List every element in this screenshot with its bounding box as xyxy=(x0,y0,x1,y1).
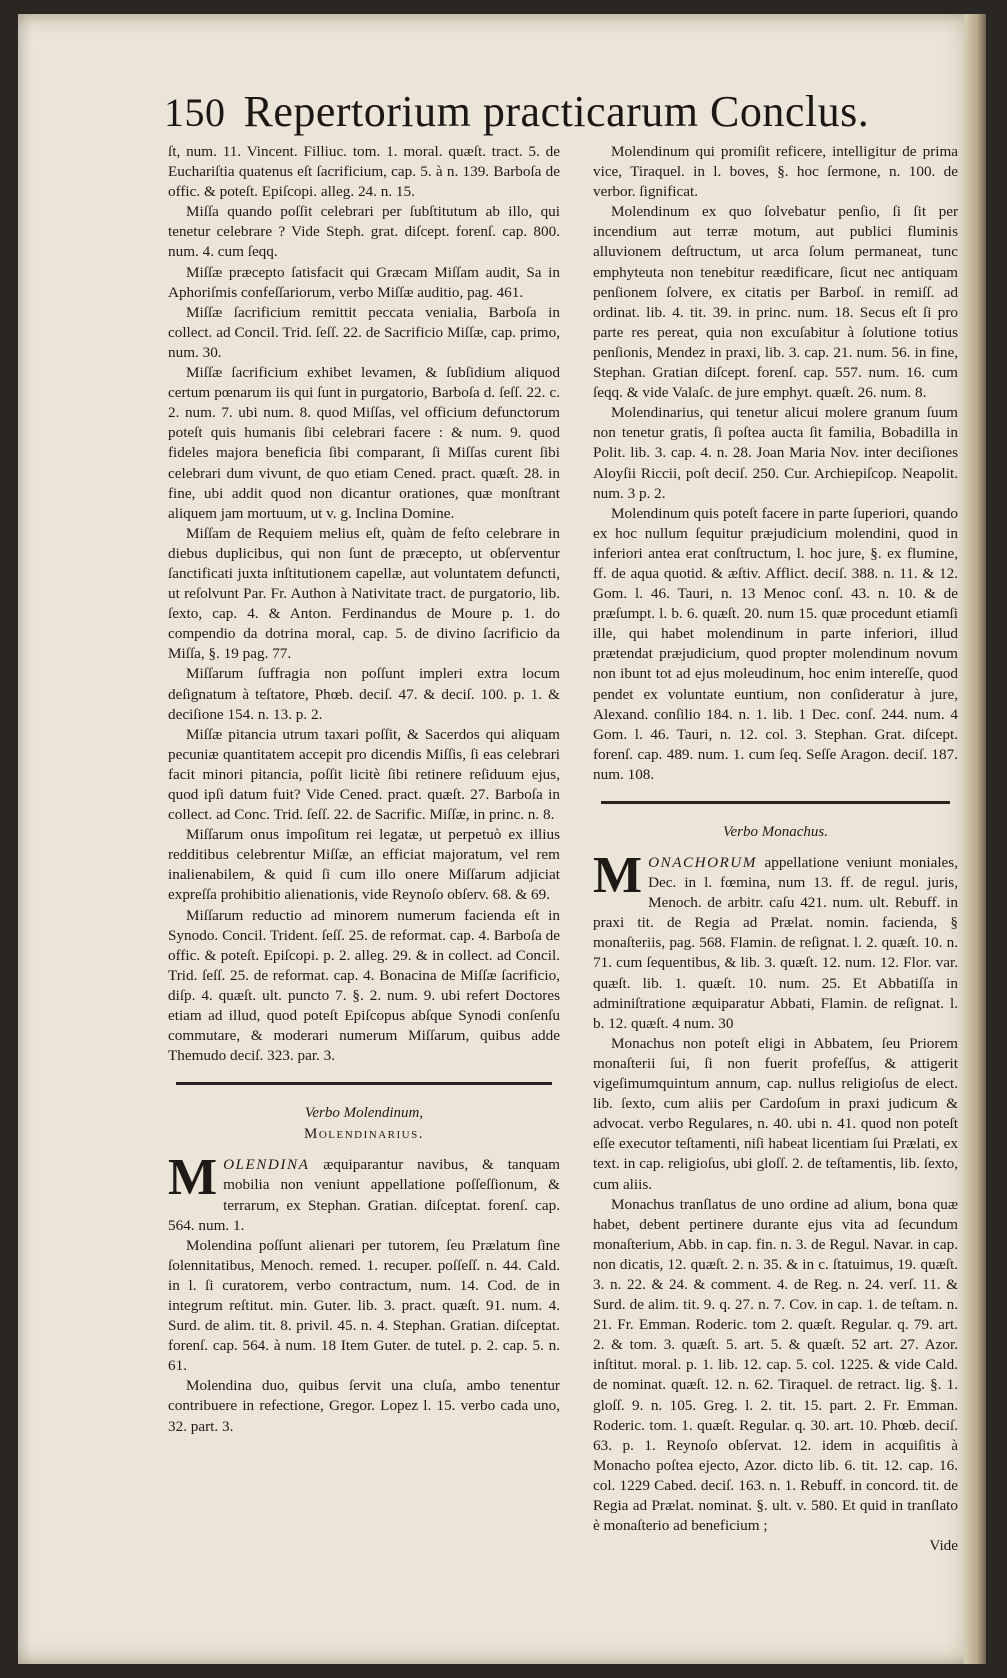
lead-word: ONACHORUM xyxy=(648,854,757,871)
paragraph: Miſſæ ſacrificium remittit peccata venialia, Barboſa in collect. ad Concil. Trid. ſeſſ. 22. de Sacrificio Miſſæ, cap. primo, num. 30. xyxy=(168,303,560,361)
paragraph: Molendinarius, qui tenetur alicui molere granum ſuum non tenetur gratis, ſi poſtea aucta ſit familia, Bobadilla in Polit. lib. 3. cap. 4. n. 28. Joan Maria Nov. inter deciſiones Aloyſii Riccii, poſt deciſ. 250. Cur. Archiepiſcop. Neapolit. num. 3 p. 2. xyxy=(593,404,958,502)
section-heading xyxy=(168,1103,560,1145)
paragraph: Miſſarum reductio ad minorem numerum facienda eſt in Synodo. Concil. Trident. ſeſſ. 25. de reformat. cap. 4. Barboſa de offic. & poteſt. Epiſcopi. p. 2. alleg. 29. & in collect. ad Concil. Trid. ſeſſ. 25. de reformat. cap. 4. Bonacina de Miſſæ ſacrificio, diſp. 4. quæſt. ult. puncto 7. §. 2. num. 9. ubi refert Doctores etiam ad illud, quod poteſt Epiſcopus abſque Synodi conſenſu commutare, & moderari numerum Miſſarum, quibus adde Themudo deciſ. 323. par. 3. xyxy=(168,906,560,1065)
paragraph: Miſſæ ſacrificium exhibet levamen, & ſubſidium aliquod certum pœnarum iis qui ſunt in purgatorio, Barboſa d. ſeſſ. 22. c. 2. num. 7. ubi num. 8. quod Miſſas, vel officium defunctorum poteſt quis humanis ſibi celebrari facere : & num. 9. quod fideles majora beneficia ſibi comparant, ſi Miſſas curent ſibi celebrari dum vivunt, de quo etiam Cened. pract. quæſt. 28. in fine, ubi addit quod non dicantur orationes, quæ monſtrant aliquem jam mortuum, ut v. g. Inclina Domine. xyxy=(168,364,560,522)
paragraph xyxy=(168,1149,560,1235)
paragraph: Miſſa quando poſſit celebrari per ſubſtitutum ab illo, qui tenetur celebrare ? Vide Steph. grat. diſcept. forenſ. cap. 800. num. 4. cum ſeqq. xyxy=(168,203,560,261)
paragraph: Miſſam de Requiem melius eſt, quàm de feſto celebrare in diebus duplicibus, qui non ſunt de præcepto, ut obſerventur ſanctificati juxta inſtitutionem capellæ, aut voluntatem defuncti, ut reſolvunt Par. Fr. Authon à Nativitate tract. de purgatorio, lib. ſexto, cap. 4. & Anton. Ferdinandus de Moure p. 1. do compendio da dotrina moral, cap. 5. de divino ſacrificio da Miſſa, §. 19 pag. 77. xyxy=(168,524,560,663)
heading-line: Molendinarius. xyxy=(304,1126,424,1143)
page-header xyxy=(164,86,924,142)
heading-line: Verbo Monachus. xyxy=(723,824,828,840)
drop-cap: M xyxy=(168,1149,218,1207)
section-divider xyxy=(601,801,950,804)
lead-word: OLENDINA xyxy=(223,1156,310,1174)
paragraph: Miſſæ pitancia utrum taxari poſſit, & Sacerdos qui aliquam pecuniæ quantitatem accepit pro dicendis Miſſis, ſi eas celebrari facit minori pitancia, poſſit licitè ſibi retinere reſiduum ejus, quod ipſi datum fuit? Vide Cened. pract. quæſt. 27. Barboſa in collect. ad Conc. Trid. ſeſſ. 22. de Sacrific. Miſſæ, in princ. n. 8. xyxy=(168,725,560,824)
paragraph: Molendina duo, quibus ſervit una cluſa, ambo tenentur contribuere in refectione, Gregor. Lopez l. 15. verbo cada uno, 32. part. 3. xyxy=(168,1377,560,1435)
paragraph: Molendinum quis poteſt facere in parte ſuperiori, quando ex hoc nullum ſequitur præjudicium molendini, quod in inferiori antea erat conſtructum, l. hoc jure, §. ex flumine, ff. de aqua quotid. & æſtiv. Afflict. deciſ. 388. n. 11. & 12. Gom. l. 46. Tauri, n. 13 Menoc conſ. 43. n. 10. & de præſumpt. l. b. 6. quæſt. 20. num 15. quæ procedunt etiamſi ille, qui habet molendinum in parte inferiori, illud prætendat præjudicium, quod propter molendinum novum non ibunt tot ad ejus moleudinum, hoc enim intereſſe, quod pendet ex voluntate euntium, non conſideratur à jure, Alexand. conſilio 184. n. 1. lib. 1 Dec. conſ. 244. num. 4 Gom. l. 46. Tauri, n. 12. col. 3. Stephan. Grat. diſcept. forenſ. cap. 489. num. 1. cum ſeq. Seſſe Aragon. deciſ. 187. num. 108. xyxy=(593,504,958,783)
running-title: Repertorium practicarum Conclus. xyxy=(243,87,870,136)
paragraph-text: æquiparantur navibus, & tanquam mobilia non veniunt appellatione poſſeſſionum, & terrarum, ex Stephan. Gratian. diſceptat. forenſ. cap. 564. num. 1. xyxy=(168,1156,560,1234)
paragraph: Monachus non poteſt eligi in Abbatem, ſeu Priorem monaſterii ſui, ſi non fuerit profeſſus, & attigerit vigeſimumquintum annum, cap. nullus religioſus de elect. lib. ſexto, cum aliis per Cardoſum in praxi judicum & advocat. verbo Regulares, n. 40. ubi n. 41. quod non poteſt eſſe executor teſtamenti, niſi habeat licentiam ſui Prælati, ex text. in cap. religioſus, ubi gloſſ. 2. de teſtamentis, lib. ſexto, cum aliis. xyxy=(593,1034,958,1193)
section-heading xyxy=(593,822,958,843)
paragraph: Molendinum ex quo ſolvebatur penſio, ſi ſit per incendium aut terræ motum, aut publici fluminis alluvionem deſtructum, ut arca ſolum permaneat, tunc emphyteuta non tenebitur reædificare, ſicut nec antiquam penſionem ſolvere, ex citatis per Barboſ. in remiſſ. ad ordinat. lib. 4. tit. 39. in princ. num. 18. Secus eſt ſi pro parte res pereat, quia non excuſabitur à ſolutione totius penſionis, Mendez in praxi, lib. 3. cap. 21. num. 56. in fine, Stephan. Gratian diſcept. forenſ. cap. 557. num. 16. cum ſeqq. & vide Valaſc. de jure emphyt. quæſt. 26. num. 8. xyxy=(593,203,958,402)
right-column xyxy=(593,142,958,1556)
section-divider xyxy=(176,1082,552,1085)
paragraph: Monachus tranſlatus de uno ordine ad alium, bona quæ habet, debent pertinere durante ejus vita ad ſecundum monaſterium, Abb. in cap. fin. n. 3. de Regul. Navar. in cap. non dicatis, 12. quæſt. 2. n. 35. & in c. ſtatuimus, 19. quæſt. 3. n. 22. & 24. & comment. 4. de Reg. n. 24. verſ. 11. & Surd. de alim. tit. 9. q. 27. n. 7. Cov. in cap. 1. de teſtam. n. 21. Fr. Emman. Roderic. tom 2. quæſt. Regular. q. 79. art. 2. & tom. 3. quæſt. 5. art. 5. & quæſt. 52 art. 27. Azor. inſtitut. moral. p. 1. lib. 12. cap. 5. col. 1225. & vide Cald. de nominat. quæſt. 12. n. 62. Tiraquel. de retract. lig. §. 1. gloſſ. 9. n. 105. Greg. l. 2. tit. 15. part. 2. Fr. Emman. Roderic. tom. 1. quæſt. Regular. q. 30. art. 10. Phœb. deciſ. 63. p. 1. Reynoſo obſervat. 12. idem in acquiſitis à Monacho poſtea ejecto, Azor. dicto lib. 6. tit. 12. cap. 16. col. 1229 Cabed. deciſ. 163. n. 1. Rebuff. in concord. tit. de Regia ad Prælat. nominat. §. ult. v. 580. Et quid in tranſlato è monaſterio ad beneficium ; xyxy=(593,1195,958,1535)
drop-cap: M xyxy=(593,847,643,904)
paragraph xyxy=(593,847,959,1034)
paragraph-text: appellatione veniunt moniales, Dec. in l. fœmina, num 13. ff. de regul. juris, Menoch. de arbitr. caſu 421. num. ult. Rebuff. in praxi tit. de Regia ad Prælat. nomin. facienda, § monaſteriis, pag. 568. Flamin. de reſignat. l. 2. quæſt. 10. n. 71. cum ſequentibus, & lib. 3. quæſt. 12. num. 12. Flor. var. quæſt. lib. 1. quæſt. 10. num. 25. Et Abbatiſſa in adminiſtratione æquiparatur Abbati, Flamin. de reſignat. l. b. 12. quæſt. 4 num. 30 xyxy=(593,854,959,1032)
paragraph: Molendina poſſunt alienari per tutorem, ſeu Prælatum ſine ſolennitatibus, Menoch. remed. 1. recuper. poſſeſſ. n. 44. Cald. in l. ſi curatorem, verbo contractum, num. 14. Cod. de in integrum reſtitut. min. Guter. lib. 3. pract. quæſt. 91. num. 4. Surd. de alim. tit. 8. privil. 45. n. 4. Stephan. Gratian. diſceptat. forenſ. cap. 564. à num. 18 Item Guter. de tutel. p. 2. cap. 5. n. 61. xyxy=(168,1236,560,1375)
paragraph: Miſſæ præcepto ſatisfacit qui Græcam Miſſam audit, Sa in Aphoriſmis confeſſariorum, verbo Miſſæ auditio, pag. 461. xyxy=(168,263,560,301)
catchword: Vide xyxy=(929,1537,958,1555)
heading-line: Verbo Molendinum, xyxy=(304,1105,424,1122)
paragraph: Molendinum qui promiſit reficere, intelligitur de prima vice, Tiraquel. in l. boves, §. hoc ſermone, n. 100. de verbor. ſignificat. xyxy=(593,143,958,201)
paragraph: Miſſarum onus impoſitum rei legatæ, ut perpetuò ex illius redditibus celebrentur Miſſæ, an efficiat majoratum, vel rem inalienabilem, & quid ſi cum illo onere Miſſarum adjiciat expreſſa prohibitio alienationis, vide Reynoſo obſerv. 68. & 69. xyxy=(168,826,560,904)
paragraph: ſt, num. 11. Vincent. Filliuc. tom. 1. moral. quæſt. tract. 5. de Euchariſtia quatenus eſt ſacrificium, cap. 5. à n. 139. Barboſa de offic. & poteſt. Epiſcopi. alleg. 24. n. 15. xyxy=(168,143,560,201)
page-edge xyxy=(964,14,986,1664)
left-column xyxy=(168,142,560,1437)
paragraph: Miſſarum ſuffragia non poſſunt impleri extra locum deſignatum à teſtatore, Phœb. deciſ. 47. & deciſ. 100. p. 1. & deciſione 154. n. 13. p. 2. xyxy=(168,665,560,723)
page-number: 150 xyxy=(164,90,226,135)
book-page xyxy=(18,14,986,1664)
